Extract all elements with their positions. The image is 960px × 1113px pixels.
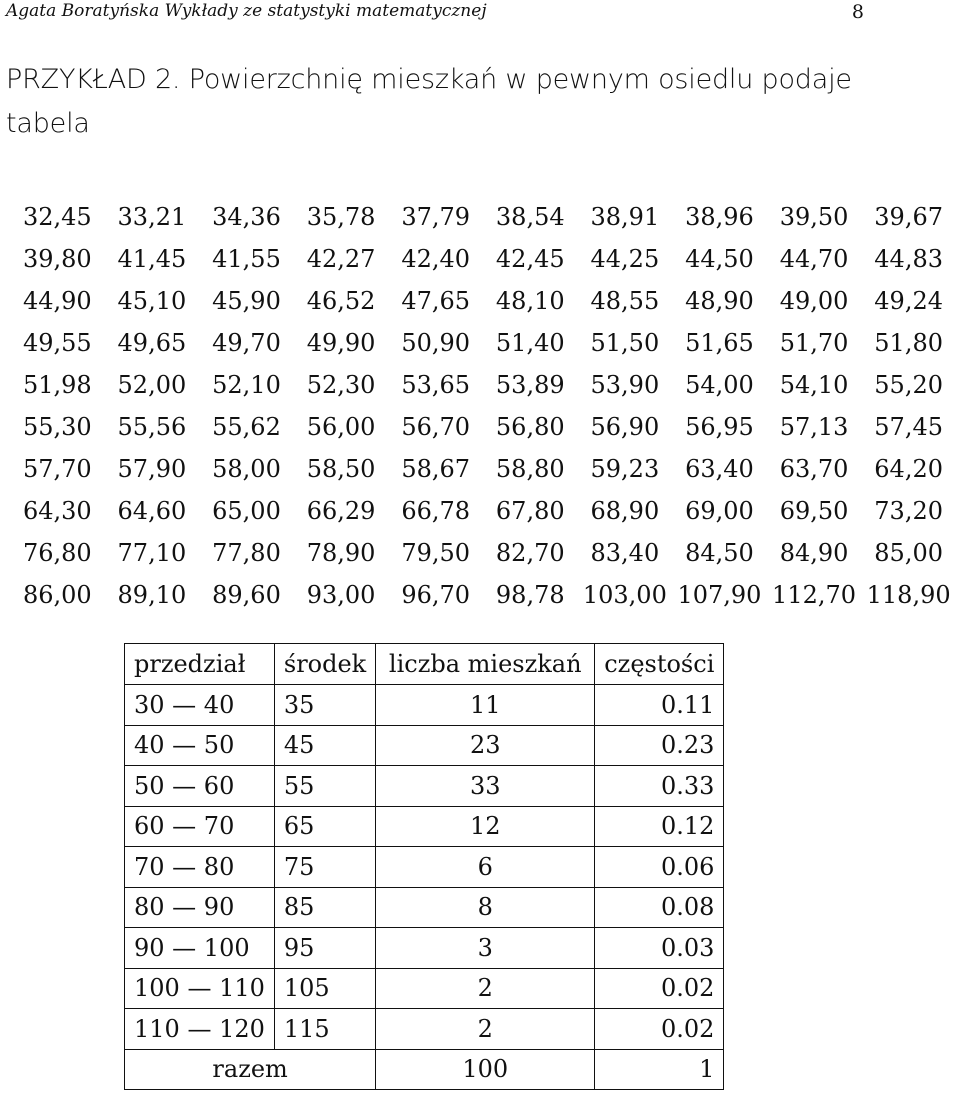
count-cell: 12 — [376, 806, 595, 847]
data-value: 55,62 — [212, 413, 281, 441]
interval-cell: 30 — 40 — [125, 685, 275, 726]
table-row — [125, 766, 724, 807]
data-value: 57,13 — [779, 413, 849, 441]
data-value: 57,90 — [117, 455, 187, 483]
midpoint-cell: 65 — [274, 806, 375, 847]
running-header-title: Agata Boratyńska Wykłady ze statystyki matematycznej — [6, 1, 487, 21]
data-value: 118,90 — [866, 581, 951, 609]
count-cell: 23 — [376, 725, 595, 766]
data-value: 63,70 — [779, 455, 849, 483]
apartment-area-data-grid — [10, 196, 956, 616]
data-value: 107,90 — [677, 581, 762, 609]
count-cell: 8 — [376, 887, 595, 928]
count-cell: 6 — [376, 847, 595, 888]
data-value: 48,55 — [590, 287, 660, 315]
data-value: 56,80 — [495, 413, 565, 441]
data-value: 45,10 — [117, 287, 187, 315]
data-value: 42,27 — [306, 245, 376, 273]
data-value: 44,25 — [590, 245, 660, 273]
total-label: razem — [125, 1049, 376, 1090]
data-value: 51,80 — [874, 329, 943, 357]
data-value: 39,80 — [22, 245, 92, 273]
frequency-cell: 0.12 — [595, 806, 724, 847]
data-value: 59,23 — [590, 455, 660, 483]
data-value: 89,10 — [117, 581, 187, 609]
data-value: 38,91 — [590, 203, 660, 231]
data-value: 57,45 — [874, 413, 943, 441]
data-value: 58,67 — [401, 455, 471, 483]
data-value: 51,70 — [779, 329, 849, 357]
total-count: 100 — [376, 1049, 595, 1090]
data-value: 64,60 — [117, 497, 187, 525]
midpoint-cell: 95 — [274, 928, 375, 969]
frequency-table-total-row — [125, 1049, 724, 1090]
data-value: 44,50 — [685, 245, 754, 273]
data-row — [10, 322, 956, 364]
data-value: 82,70 — [495, 539, 565, 567]
data-value: 93,00 — [306, 581, 376, 609]
data-value: 84,90 — [779, 539, 849, 567]
data-value: 52,30 — [306, 371, 376, 399]
table-row — [125, 847, 724, 888]
data-value: 69,00 — [685, 497, 754, 525]
data-value: 112,70 — [772, 581, 857, 609]
data-value: 55,56 — [117, 413, 187, 441]
interval-cell: 110 — 120 — [125, 1009, 275, 1050]
count-cell: 3 — [376, 928, 595, 969]
interval-cell: 80 — 90 — [125, 887, 275, 928]
midpoint-cell: 35 — [274, 685, 375, 726]
frequency-cell: 0.03 — [595, 928, 724, 969]
data-value: 67,80 — [495, 497, 565, 525]
header-midpoint: środek — [274, 644, 375, 685]
data-value: 56,90 — [590, 413, 660, 441]
table-row — [125, 685, 724, 726]
data-row — [10, 574, 956, 616]
frequency-cell: 0.08 — [595, 887, 724, 928]
data-value: 48,90 — [685, 287, 754, 315]
table-row — [125, 1009, 724, 1050]
data-value: 42,40 — [401, 245, 471, 273]
data-value: 79,50 — [401, 539, 471, 567]
data-value: 49,70 — [212, 329, 281, 357]
data-row — [10, 490, 956, 532]
count-cell: 2 — [376, 1009, 595, 1050]
data-row — [10, 280, 956, 322]
example-text-line-2: tabela — [6, 108, 90, 139]
data-value: 86,00 — [22, 581, 92, 609]
interval-cell: 40 — 50 — [125, 725, 275, 766]
data-value: 69,50 — [779, 497, 849, 525]
midpoint-cell: 115 — [274, 1009, 375, 1050]
data-value: 65,00 — [212, 497, 281, 525]
data-value: 39,50 — [779, 203, 849, 231]
data-value: 63,40 — [685, 455, 754, 483]
midpoint-cell: 55 — [274, 766, 375, 807]
data-value: 85,00 — [874, 539, 943, 567]
header-frequency: częstości — [595, 644, 724, 685]
data-row — [10, 364, 956, 406]
data-value: 78,90 — [306, 539, 376, 567]
data-value: 64,30 — [22, 497, 92, 525]
data-value: 51,65 — [685, 329, 754, 357]
data-value: 54,10 — [779, 371, 849, 399]
data-value: 55,30 — [22, 413, 92, 441]
data-value: 98,78 — [495, 581, 565, 609]
data-value: 64,20 — [874, 455, 943, 483]
data-value: 39,67 — [874, 203, 943, 231]
frequency-cell: 0.11 — [595, 685, 724, 726]
data-value: 56,00 — [306, 413, 376, 441]
data-value: 45,90 — [212, 287, 281, 315]
data-value: 56,70 — [401, 413, 471, 441]
data-value: 35,78 — [306, 203, 376, 231]
data-value: 44,83 — [874, 245, 943, 273]
table-row — [125, 928, 724, 969]
frequency-table — [124, 643, 724, 1090]
midpoint-cell: 75 — [274, 847, 375, 888]
example-heading — [6, 58, 896, 146]
data-value: 103,00 — [582, 581, 667, 609]
header-interval: przedział — [125, 644, 275, 685]
data-value: 55,20 — [874, 371, 943, 399]
table-row — [125, 887, 724, 928]
table-row — [125, 968, 724, 1009]
data-value: 68,90 — [590, 497, 660, 525]
data-value: 41,55 — [212, 245, 281, 273]
data-value: 47,65 — [401, 287, 471, 315]
data-value: 53,90 — [590, 371, 660, 399]
header-count: liczba mieszkań — [376, 644, 595, 685]
frequency-cell: 0.06 — [595, 847, 724, 888]
data-value: 66,29 — [306, 497, 376, 525]
data-value: 49,55 — [22, 329, 92, 357]
data-value: 73,20 — [874, 497, 943, 525]
data-value: 54,00 — [685, 371, 754, 399]
data-value: 44,70 — [779, 245, 849, 273]
data-value: 42,45 — [495, 245, 565, 273]
data-value: 46,52 — [306, 287, 376, 315]
interval-cell: 70 — 80 — [125, 847, 275, 888]
data-value: 66,78 — [401, 497, 471, 525]
data-value: 50,90 — [401, 329, 471, 357]
data-value: 33,21 — [117, 203, 187, 231]
interval-cell: 50 — 60 — [125, 766, 275, 807]
data-value: 57,70 — [22, 455, 92, 483]
data-value: 51,50 — [590, 329, 660, 357]
data-value: 38,54 — [495, 203, 565, 231]
data-value: 41,45 — [117, 245, 187, 273]
data-value: 76,80 — [22, 539, 92, 567]
data-value: 34,36 — [212, 203, 281, 231]
data-value: 38,96 — [685, 203, 754, 231]
frequency-cell: 0.02 — [595, 968, 724, 1009]
table-row — [125, 806, 724, 847]
data-value: 83,40 — [590, 539, 660, 567]
count-cell: 11 — [376, 685, 595, 726]
data-value: 51,40 — [495, 329, 565, 357]
data-value: 52,00 — [117, 371, 187, 399]
data-value: 44,90 — [22, 287, 92, 315]
data-row — [10, 406, 956, 448]
midpoint-cell: 105 — [274, 968, 375, 1009]
data-value: 48,10 — [495, 287, 565, 315]
midpoint-cell: 85 — [274, 887, 375, 928]
data-row — [10, 532, 956, 574]
data-row — [10, 238, 956, 280]
page-number: 8 — [851, 1, 864, 23]
data-value: 37,79 — [401, 203, 471, 231]
midpoint-cell: 45 — [274, 725, 375, 766]
data-value: 56,95 — [685, 413, 754, 441]
data-value: 51,98 — [22, 371, 92, 399]
data-value: 58,00 — [212, 455, 281, 483]
data-value: 49,90 — [306, 329, 376, 357]
data-value: 89,60 — [212, 581, 281, 609]
data-value: 49,65 — [117, 329, 187, 357]
data-value: 49,00 — [779, 287, 849, 315]
data-value: 32,45 — [22, 203, 92, 231]
total-frequency: 1 — [595, 1049, 724, 1090]
data-value: 77,10 — [117, 539, 187, 567]
data-value: 53,89 — [495, 371, 565, 399]
count-cell: 33 — [376, 766, 595, 807]
data-value: 58,50 — [306, 455, 376, 483]
frequency-cell: 0.33 — [595, 766, 724, 807]
data-value: 53,65 — [401, 371, 471, 399]
table-row — [125, 725, 724, 766]
data-value: 52,10 — [212, 371, 281, 399]
data-row — [10, 448, 956, 490]
data-value: 77,80 — [212, 539, 281, 567]
data-value: 58,80 — [495, 455, 565, 483]
example-text-line-1: PRZYKŁAD 2. Powierzchnię mieszkań w pewnym osiedlu podaje — [6, 64, 852, 95]
frequency-cell: 0.23 — [595, 725, 724, 766]
interval-cell: 90 — 100 — [125, 928, 275, 969]
count-cell: 2 — [376, 968, 595, 1009]
data-value: 49,24 — [874, 287, 943, 315]
data-value: 96,70 — [401, 581, 471, 609]
frequency-cell: 0.02 — [595, 1009, 724, 1050]
interval-cell: 100 — 110 — [125, 968, 275, 1009]
interval-cell: 60 — 70 — [125, 806, 275, 847]
frequency-table-header-row — [125, 644, 724, 685]
data-value: 84,50 — [685, 539, 754, 567]
data-row — [10, 196, 956, 238]
